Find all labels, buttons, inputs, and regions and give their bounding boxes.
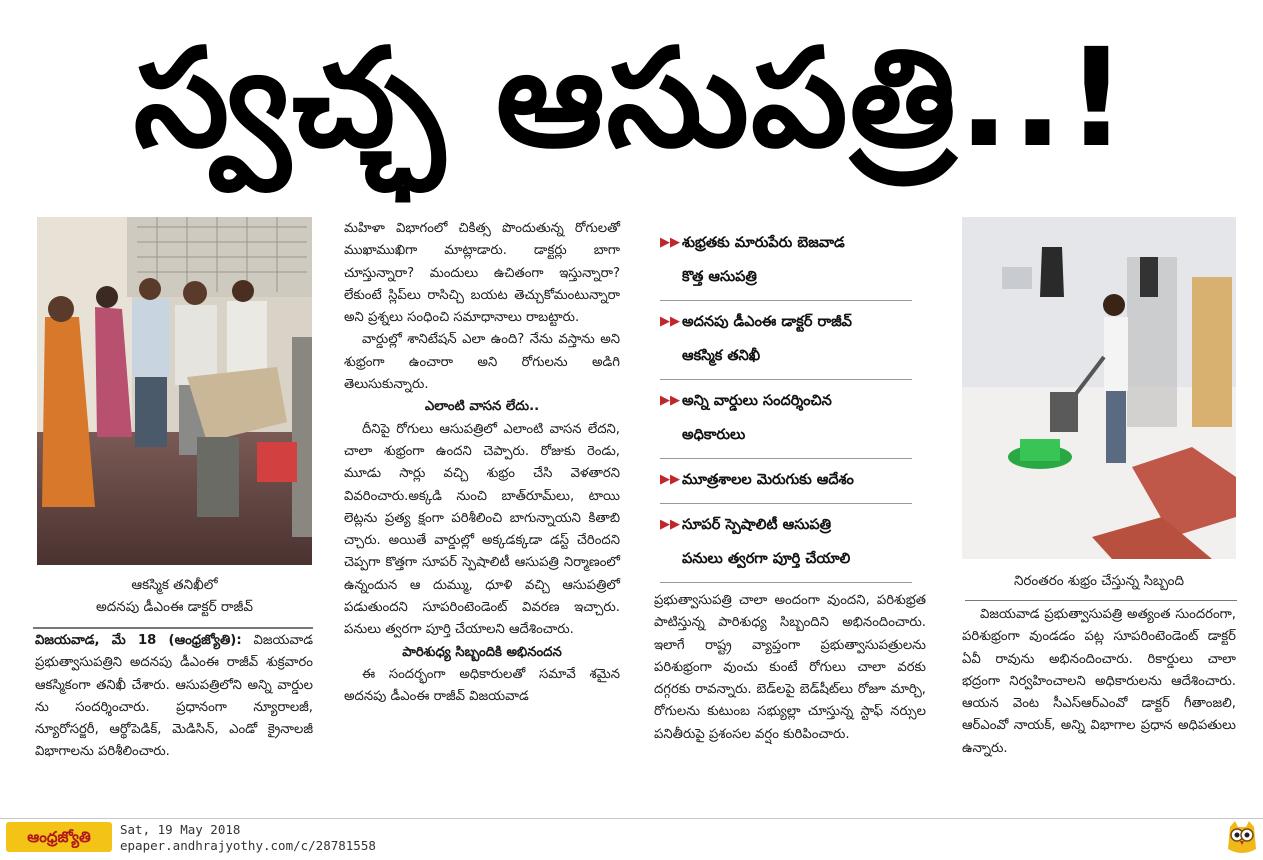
double-chevron-icon: ▶▶ [660,314,680,329]
col2-para3: దీనిపై రోగులు ఆసుపత్రిలో ఎలాంటి వాసన లేదని, చాలా శుభ్రంగా ఉందని చెప్పారు. రోజుకు రెండు, మూడు సార్లు వచ్చి శుభ్రం చేసి వెళతారని వివరించారు.అక్కడి నుంచి బాత్‌రూమ్‌లు, టాయి లెట్లను ప్రత్య క్షంగా పరిశీలించి బాగున్నాయని కితాబి చ్చారు. అయితే వార్డుల్లో అక్కడక్కడా డస్ట్ చేరిందని చెప్పగా కొత్తగా సూపర్ స్పెషాలిటీ ఆసుపత్రి నిర్మాణంలో ఉన్నందున ఆ దుమ్ము, ధూళి వచ్చి ఆసుపత్రిలో పడుతుందని సూపరింటెండెంట్ వివరణ ఇచ్చారు. పనులు త్వరగా పూర్తి చేయాలని ఆదేశించారు. [344,421,620,638]
highlight-item [660,459,912,504]
double-chevron-icon: ▶▶ [660,517,680,532]
dateline: విజయవాడ, మే 18 (ఆంధ్రజ్యోతి): [35,633,242,648]
double-chevron-icon: ▶▶ [660,235,680,250]
col4-body: విజయవాడ ప్రభుత్వాసుపత్రి అత్యంత సుందరంగా, పరిశుభ్రంగా వుండడం పట్ల సూపరింటెండెంట్ డాక్టర్ ఏవీ రావును అభినందించారు. రికార్డులు చాలా భద్రంగా నిర్వహించాలని అధికారులను ఆదేశించారు. ఆయన వెంట సీఎస్ఆర్ఎంవో డాక్టర్ గీతాంజలి, ఆర్ఎంవో నాయక్, అన్ని విభాగాల ప్రధాన అధిపతులు ఉన్నారు. [962,607,1236,756]
highlight-line1: అన్ని వార్డులు సందర్శించిన [682,393,832,409]
highlight-line1: సూపర్ స్పెషాలిటీ ఆసుపత్రి [682,517,832,533]
edition-date: Sat, 19 May 2018 [120,822,241,837]
highlight-line2: అధికారులు [682,427,746,443]
column-divider [33,627,313,629]
subhead-no-smell: ఎలాంటి వాసన లేదు.. [424,399,540,415]
highlight-line1: అదనపు డీఎంఈ డాక్టర్ రాజీవ్ [682,314,852,330]
highlights-box [660,222,912,583]
highlight-line2: పనులు త్వరగా పూర్తి చేయాలి [682,551,851,567]
col2-para1: మహిళా విభాగంలో చికిత్స పొందుతున్న రోగులతో ముఖాముఖిగా మాట్లాడారు. డాక్టర్లు బాగా చూస్తున్నారా? మందులు ఉచితంగా ఇస్తున్నారా? లేకుంటే స్లిప్‌లు రాసిచ్చి బయట తెచ్చుకోమంటున్నారా అని ప్రశ్నలు సంధించి సమాధానాలు రాబట్టారు. [344,221,620,326]
highlight-line1: మూత్రశాలల మెరుగుకు ఆదేశం [682,472,854,488]
inspection-photo [37,217,312,565]
highlight-line2: ఆకస్మిక తనిఖీ [682,348,761,364]
col3-body: ప్రభుత్వాసుపత్రి చాలా అందంగా వుందని, పరిశుభ్రత పాటిస్తున్న పారిశుధ్య సిబ్బందిని అభినందించారు. ఇలాగే రాష్ట్ర వ్యాప్తంగా ప్రభుత్వాసుపత్రులను పరిశుభ్రంగా వుంచు కుంటే రోగులు చాలా వరకు దగ్గరకు రావన్నారు. బెడ్‌లపై బెడ్‌షీట్‌లు రోజూ మార్చి, రోగులను కుటుంబ సభ్యుల్లా చూస్తున్న స్టాఫ్ నర్సుల పనితీరుపై ప్రశంసల వర్షం కురిపించారు. [654,593,926,742]
highlight-item [660,222,912,301]
photo-caption-line1: ఆకస్మిక తనిఖీలో [131,577,218,593]
double-chevron-icon: ▶▶ [660,393,680,408]
highlight-item [660,504,912,583]
highlight-line1: శుభ్రతకు మారుపేరు బెజవాడ [682,235,845,251]
col1-body: విజయవాడ ప్రభుత్వాసుపత్రిని అదనపు డీఎంఈ రాజీవ్ శుక్రవారం ఆకస్మికంగా తనిఖీ చేశారు. ఆసుపత్రిలోని అన్ని వార్డుల ను సందర్శించారు. ప్రధానంగా న్యూరాలజీ, న్యూరోసర్జరీ, ఆర్థోపెడిక్, మెడిసిన్, ఎండో క్రైనాలజీ విభాగాలను పరిశీలించారు. [35,633,314,760]
double-chevron-icon: ▶▶ [660,472,680,487]
owl-icon[interactable] [1226,819,1258,856]
highlight-item [660,301,912,380]
highlight-line2: కొత్త ఆసుపత్రి [682,269,757,285]
cleaning-staff-photo [962,217,1236,559]
subhead-appreciation: పారిశుధ్య సిబ్బందికి అభినందన [402,644,562,660]
col2-para2: వార్డుల్లో శానిటేషన్ ఎలా ఉంది? నేను వస్తాను అని శుభ్రంగా ఉంచారా అని రోగులను అడిగి తెలుసుకున్నారు. [344,332,620,393]
article-column-4 [962,604,1236,760]
photo-caption-right: నిరంతరం శుభ్రం చేస్తున్న సిబ్బంది [1013,573,1185,589]
highlight-item [660,380,912,459]
epaper-link[interactable]: epaper.andhrajyothy.com/c/28781558 [120,838,376,853]
newspaper-logo[interactable]: ఆంధ్రజ్యోతి [6,822,112,852]
headline: స్వచ్ఛ ఆసుపత్రి..! [133,20,1130,178]
col2-para4: ఈ సందర్భంగా అధికారులతో సమావే శమైన అదనపు డీఎంఈ రాజీవ్ విజయవాడ [344,666,620,705]
column-divider [965,600,1237,601]
article-column-2 [344,218,620,709]
photo-caption-line2: అదనపు డీఎంఈ డాక్టర్ రాజీవ్ [95,599,254,615]
article-column-3 [654,590,926,746]
article-column-1 [35,630,313,764]
